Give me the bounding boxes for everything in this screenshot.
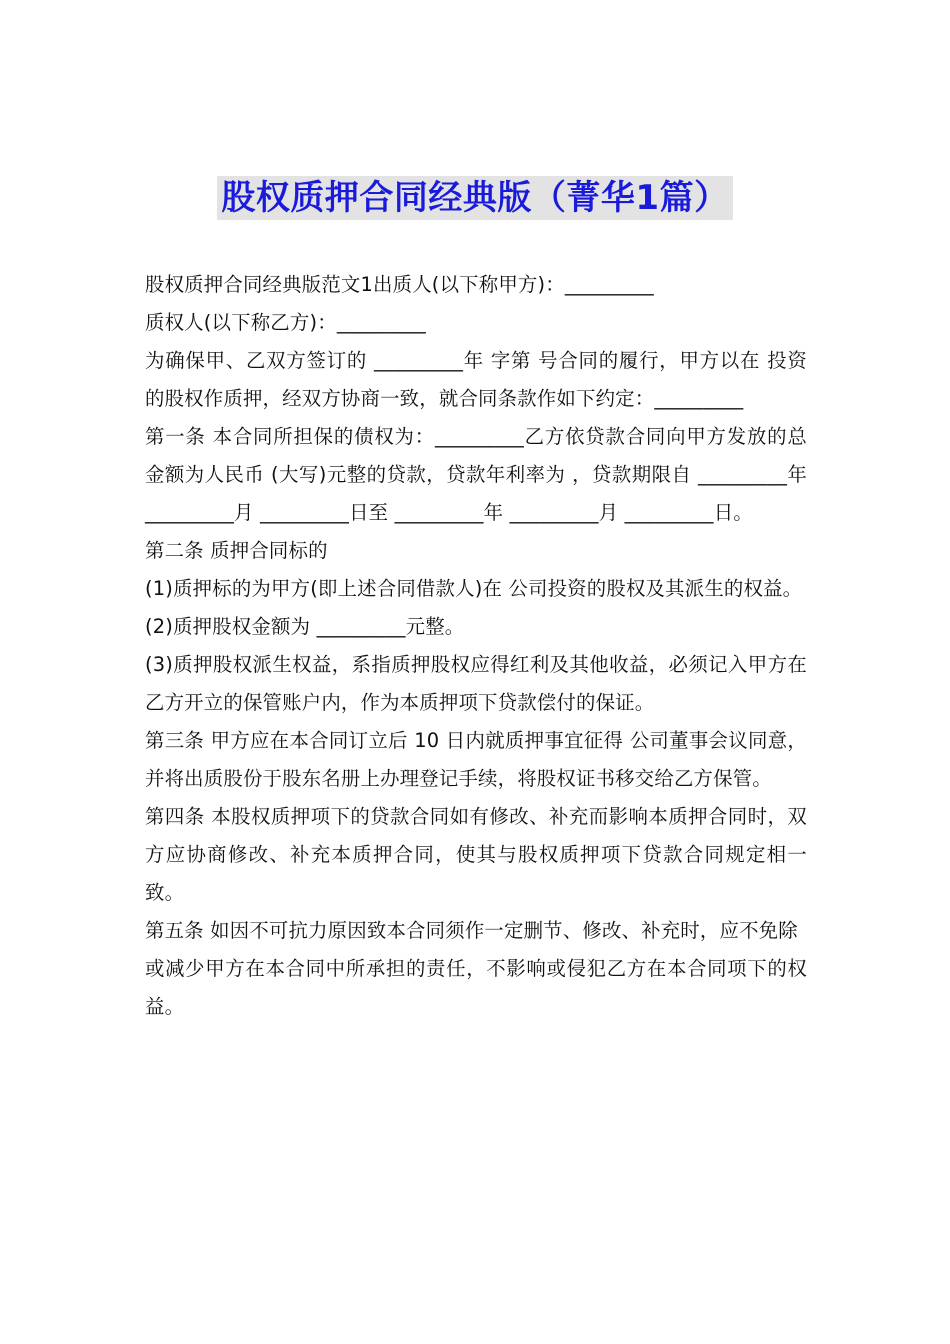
paragraph-pledgee: 质权人(以下称乙方)：_________ [145, 311, 426, 334]
title-container [0, 176, 950, 220]
paragraph-article-1: 第一条 本合同所担保的债权为：_________乙方依贷款合同向甲方发放的总金额为人民币 (大写)元整的贷款，贷款年利率为 ，贷款期限自 _________年 _________月 _________日至 _________年 _________月 _________日。 [145, 425, 807, 524]
paragraph-article-2-heading: 第二条 质押合同标的 [145, 539, 328, 562]
paragraph-article-5: 第五条 如因不可抗力原因致本合同须作一定删节、修改、补充时，应不免除 [145, 919, 798, 942]
document-title: 股权质押合同经典版（菁华1篇） [217, 176, 732, 220]
paragraph-article-2-item-3: (3)质押股权派生权益，系指质押股权应得红利及其他收益，必须记入甲方在乙方开立的保管账户内，作为本质押项下贷款偿付的保证。 [145, 653, 807, 714]
paragraph-preamble: 为确保甲、乙双方签订的 _________年 字第 号合同的履行，甲方以在 投资的股权作质押，经双方协商一致，就合同条款作如下约定：_________ [145, 349, 807, 410]
paragraph-article-2-item-2: (2)质押股权金额为 _________元整。 [145, 615, 465, 638]
paragraph-article-4: 第四条 本股权质押项下的贷款合同如有修改、补充而影响本质押合同时，双方应协商修改、补充本质押合同，使其与股权质押项下贷款合同规定相一致。 [145, 805, 807, 904]
paragraph-article-3: 第三条 甲方应在本合同订立后 10 日内就质押事宜征得 公司董事会议同意，并将出质股份于股东名册上办理登记手续，将股权证书移交给乙方保管。 [145, 729, 807, 790]
document-body [145, 266, 807, 1026]
paragraph-pledgor: 股权质押合同经典版范文1出质人(以下称甲方)：_________ [145, 273, 654, 296]
paragraph-article-2-item-1: (1)质押标的为甲方(即上述合同借款人)在 公司投资的股权及其派生的权益。 [145, 577, 803, 600]
paragraph-article-5-continued: 或减少甲方在本合同中所承担的责任，不影响或侵犯乙方在本合同项下的权益。 [145, 957, 807, 1018]
